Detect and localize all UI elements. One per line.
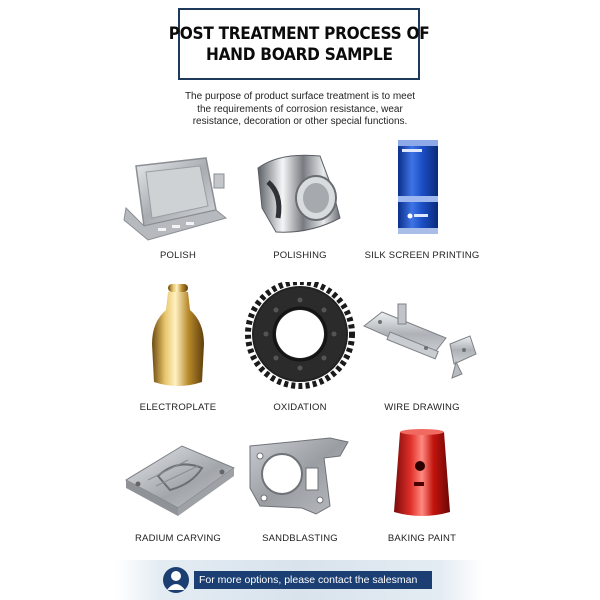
process-baking-paint: [342, 428, 502, 553]
process-label: RADIUM CARVING: [134, 533, 222, 544]
process-label: WIRE DRAWING: [384, 402, 460, 413]
title-line-2: HAND BOARD SAMPLE: [205, 45, 393, 64]
process-silk-screen-printing: [342, 140, 502, 265]
process-wire-drawing: [342, 282, 502, 413]
title-box: [168, 8, 430, 80]
process-label: OXIDATION: [273, 402, 327, 413]
process-label: ELECTROPLATE: [139, 402, 217, 413]
contact-salesman-link[interactable]: For more options, please contact the salesman: [194, 571, 432, 589]
blue-cylinder-image: [342, 140, 502, 240]
person-icon: [162, 566, 190, 594]
process-label: POLISHING: [273, 250, 327, 261]
intro-text: [160, 91, 440, 129]
intro-line-3: resistance, decoration or other special functions.: [192, 116, 408, 127]
process-label: POLISH: [159, 250, 197, 261]
latch-bolt-image: [342, 282, 502, 392]
process-label: BAKING PAINT: [387, 533, 457, 544]
process-label: SANDBLASTING: [262, 533, 338, 544]
intro-line-2: the requirements of corrosion resistance, wear: [197, 103, 403, 115]
intro-line-1: The purpose of product surface treatment is to meet: [184, 91, 416, 102]
red-cap-image: [342, 428, 502, 523]
process-label: SILK SCREEN PRINTING: [364, 250, 480, 261]
title-line-1: POST TREATMENT PROCESS OF: [168, 24, 430, 43]
